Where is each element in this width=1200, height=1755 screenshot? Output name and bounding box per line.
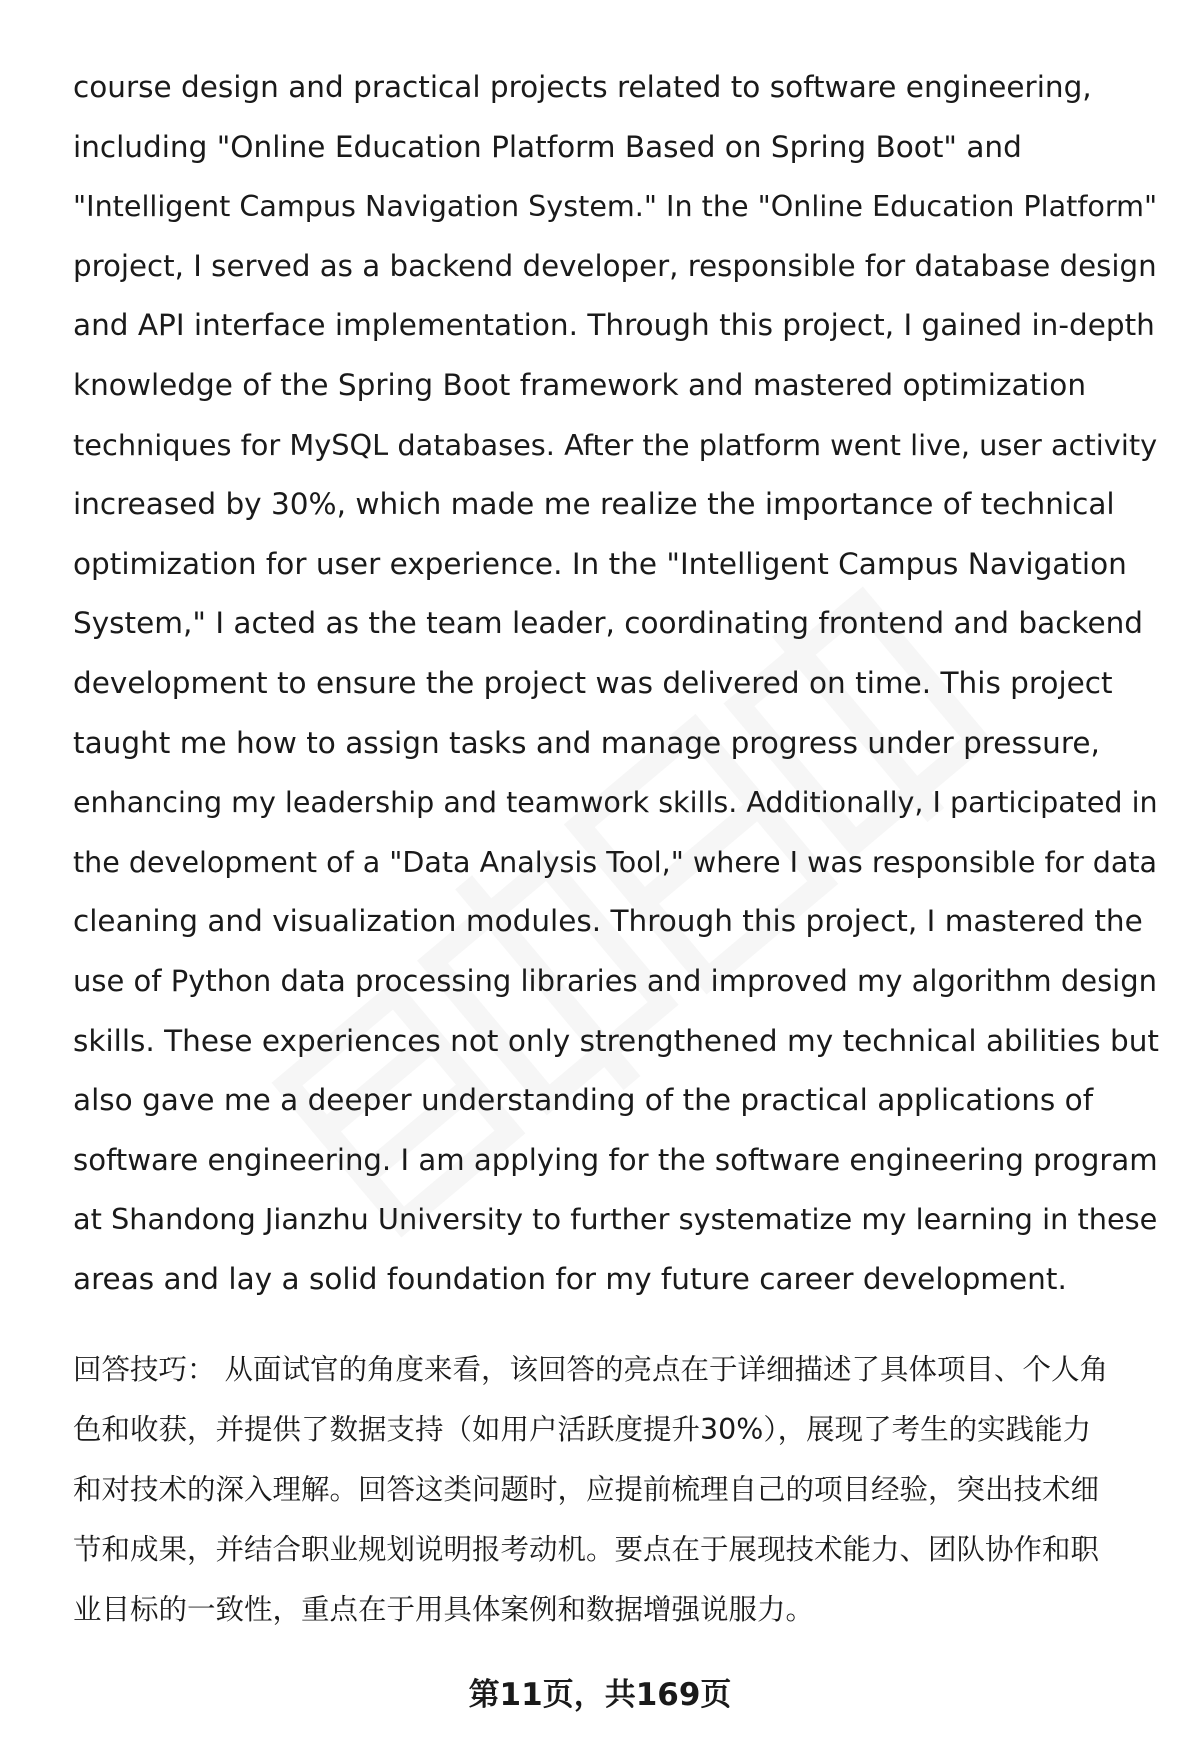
body-line: software engineering. I am applying for the software engineering program: [73, 1142, 1158, 1177]
body-line: and API interface implementation. Through this project, I gained in-depth: [73, 308, 1155, 343]
body-line: cleaning and visualization modules. Through this project, I mastered the: [73, 904, 1143, 939]
body-line: course design and practical projects related to software engineering,: [73, 70, 1092, 104]
tips-line: 色和收获，并提供了数据支持（如用户活跃度提升30%），展现了考生的实践能力: [73, 1413, 1092, 1446]
body-line: areas and lay a solid foundation for my future career development.: [73, 1261, 1067, 1296]
body-line: use of Python data processing libraries and improved my algorithm design: [73, 963, 1158, 998]
tips-line: 回答技巧： 从面试官的角度来看，该回答的亮点在于详细描述了具体项目、个人角: [73, 1353, 1109, 1386]
body-line: increased by 30%, which made me realize the importance of technical: [73, 487, 1115, 522]
body-line: project, I served as a backend developer, responsible for database design: [73, 248, 1157, 283]
body-line: also gave me a deeper understanding of the practical applications of: [73, 1083, 1094, 1118]
body-line: taught me how to assign tasks and manage progress under pressure,: [73, 725, 1100, 760]
tips-line: 和对技术的深入理解。回答这类问题时，应提前梳理自己的项目经验，突出技术细: [73, 1473, 1100, 1506]
body-line: at Shandong Jianzhu University to further systematize my learning in these: [73, 1202, 1158, 1237]
body-line: skills. These experiences not only strengthened my technical abilities but: [73, 1023, 1159, 1058]
tips-line: 节和成果，并结合职业规划说明报考动机。要点在于展现技术能力、团队协作和职: [73, 1533, 1100, 1566]
body-line: development to ensure the project was delivered on time. This project: [73, 665, 1113, 700]
body-line: techniques for MySQL databases. After the platform went live, user activity: [73, 427, 1158, 462]
body-line: optimization for user experience. In the "Intelligent Campus Navigation: [73, 546, 1127, 581]
body-line: enhancing my leadership and teamwork skills. Additionally, I participated in: [73, 786, 1158, 820]
body-line: the development of a "Data Analysis Tool," where I was responsible for data: [73, 845, 1158, 879]
body-paragraph: [73, 58, 1163, 1309]
body-line: knowledge of the Spring Boot framework and mastered optimization: [73, 367, 1087, 402]
page-number-footer: 第11页，共169页: [468, 1677, 732, 1713]
tips-line: 业目标的一致性，重点在于用具体案例和数据增强说服力。: [73, 1593, 815, 1626]
answer-tips-paragraph: [73, 1340, 1163, 1640]
body-line: "Intelligent Campus Navigation System." In the "Online Education Platform": [73, 189, 1158, 224]
body-line: System," I acted as the team leader, coordinating frontend and backend: [73, 606, 1144, 641]
body-line: including "Online Education Platform Based on Spring Boot" and: [73, 129, 1022, 164]
